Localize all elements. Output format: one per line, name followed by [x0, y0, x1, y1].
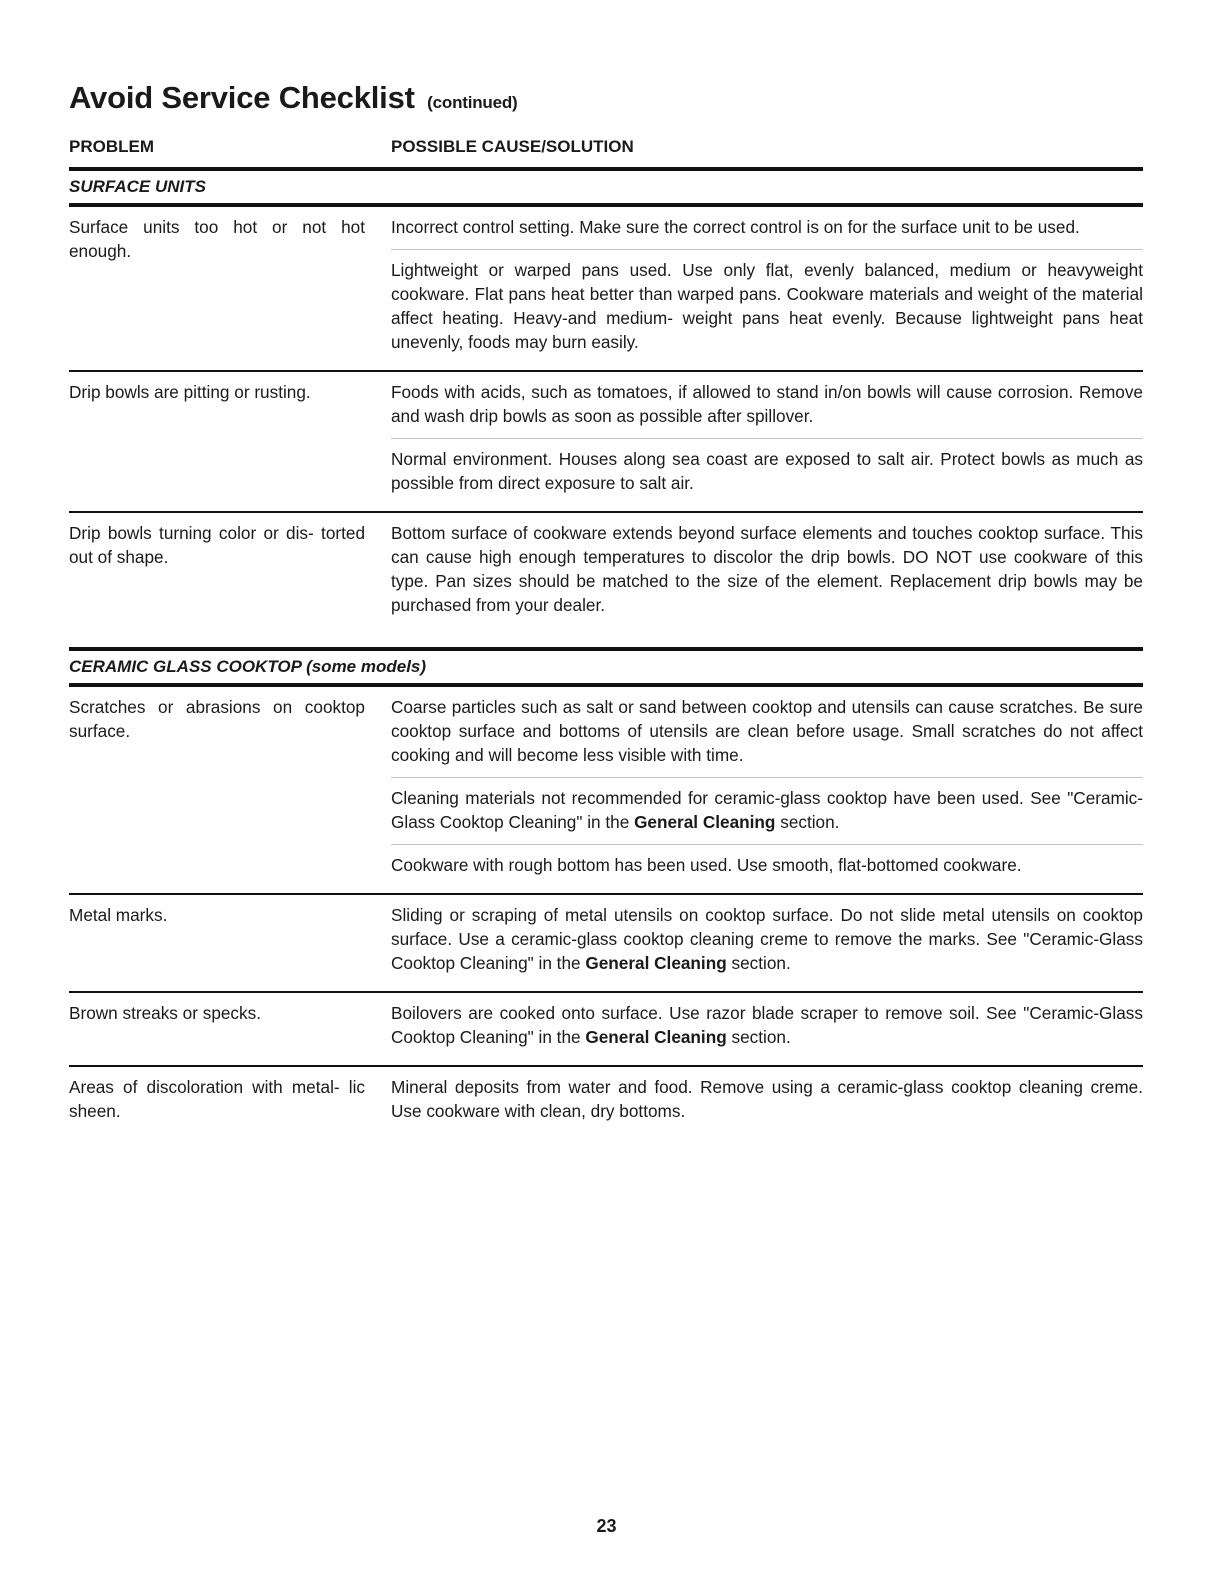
page-title	[69, 78, 1143, 123]
title-text: Avoid Service Checklist	[69, 80, 415, 115]
section-heading: SURFACE UNITS	[69, 177, 206, 196]
checklist-table	[69, 167, 1143, 1133]
solution-text: Coarse particles such as salt or sand between cooktop and utensils can cause scratches. Be sure cooktop surface and bottoms of utensils are clean before usage. Small scratches do not affect cooking and will become less visible with time.	[391, 697, 1143, 765]
solution-cell	[391, 895, 1143, 985]
checklist-page	[69, 78, 1143, 1133]
column-headers	[69, 136, 1143, 158]
table-row	[69, 687, 1143, 887]
solution-text: Cookware with rough bottom has been used. Use smooth, flat-bottomed cookware.	[391, 855, 1022, 875]
problem-cell: Drip bowls are pitting or rusting.	[69, 382, 311, 402]
section-reference: General Cleaning	[585, 953, 727, 973]
solution-text: Bottom surface of cookware extends beyond surface elements and touches cooktop surface. This can cause high enough temperatures to discolor the drip bowls. DO NOT use cookware of this type. Pan sizes should be matched to the size of the element. Replacement drip bowls may be purchased from your dealer.	[391, 523, 1143, 615]
solution-text: Foods with acids, such as tomatoes, if allowed to stand in/on bowls will cause corrosion. Remove and wash drip bowls as soon as possible after spillover.	[391, 382, 1143, 426]
solution-text: Lightweight or warped pans used. Use only flat, evenly balanced, medium or heavyweight cookware. Flat pans heat better than warped pans. Cookware materials and weight of the material affect heating. Heavy-and medium- weight pans heat evenly. Because lightweight pans heat unevenly, foods may burn easily.	[391, 260, 1143, 352]
solution-text-after: section.	[780, 812, 840, 832]
section-heading: CERAMIC GLASS COOKTOP (some models)	[69, 657, 427, 676]
solution-cell	[391, 372, 1143, 505]
table-row	[69, 1067, 1143, 1133]
table-row	[69, 993, 1143, 1059]
solution-item	[391, 207, 1143, 249]
solution-item	[391, 513, 1143, 627]
problem-cell: Surface units too hot or not hot enough.	[69, 217, 365, 261]
solution-item	[391, 844, 1143, 887]
solution-text: Cleaning materials not recommended for ceramic-glass cooktop have been used. See "Ceramic-Glass Cooktop Cleaning" in the	[391, 788, 1143, 832]
section-reference: General Cleaning	[585, 1027, 727, 1047]
solution-item	[391, 895, 1143, 985]
solution-item	[391, 249, 1143, 364]
solution-item	[391, 1067, 1143, 1133]
solution-item	[391, 372, 1143, 438]
solution-text-after: section.	[731, 953, 791, 973]
table-row	[69, 513, 1143, 627]
solution-text: Sliding or scraping of metal utensils on cooktop surface. Do not slide metal utensils on cooktop surface. Use a ceramic-glass cooktop cleaning creme to remove the marks. See "Ceramic-Glass Cooktop Cleaning" in the	[391, 905, 1143, 973]
solution-text: Incorrect control setting. Make sure the correct control is on for the surface unit to be used.	[391, 217, 1080, 237]
solution-text: Normal environment. Houses along sea coast are exposed to salt air. Protect bowls as much as possible from direct exposure to salt air.	[391, 449, 1143, 493]
solution-cell	[391, 207, 1143, 364]
solution-header: POSSIBLE CAUSE/SOLUTION	[391, 137, 634, 156]
solution-item	[391, 993, 1143, 1059]
solution-item	[391, 777, 1143, 844]
table-row	[69, 207, 1143, 364]
solution-text: Mineral deposits from water and food. Remove using a ceramic-glass cooktop cleaning creme. Use cookware with clean, dry bottoms.	[391, 1077, 1143, 1121]
problem-cell: Drip bowls turning color or dis- torted out of shape.	[69, 523, 365, 567]
solution-item	[391, 438, 1143, 505]
problem-cell: Metal marks.	[69, 905, 168, 925]
problem-header: PROBLEM	[69, 137, 154, 156]
problem-cell: Areas of discoloration with metal- lic sheen.	[69, 1077, 365, 1121]
solution-cell	[391, 993, 1143, 1059]
table-row	[69, 372, 1143, 505]
solution-cell	[391, 687, 1143, 887]
title-suffix: (continued)	[427, 93, 518, 112]
problem-cell: Scratches or abrasions on cooktop surface.	[69, 697, 365, 741]
solution-item	[391, 687, 1143, 777]
section-reference: General Cleaning	[634, 812, 776, 832]
solution-cell	[391, 513, 1143, 627]
problem-cell: Brown streaks or specks.	[69, 1003, 261, 1023]
solution-text-after: section.	[731, 1027, 791, 1047]
page-number: 23	[596, 1516, 617, 1536]
table-row	[69, 895, 1143, 985]
solution-cell	[391, 1067, 1143, 1133]
solution-text: Boilovers are cooked onto surface. Use razor blade scraper to remove soil. See "Ceramic-Glass Cooktop Cleaning" in the	[391, 1003, 1143, 1047]
